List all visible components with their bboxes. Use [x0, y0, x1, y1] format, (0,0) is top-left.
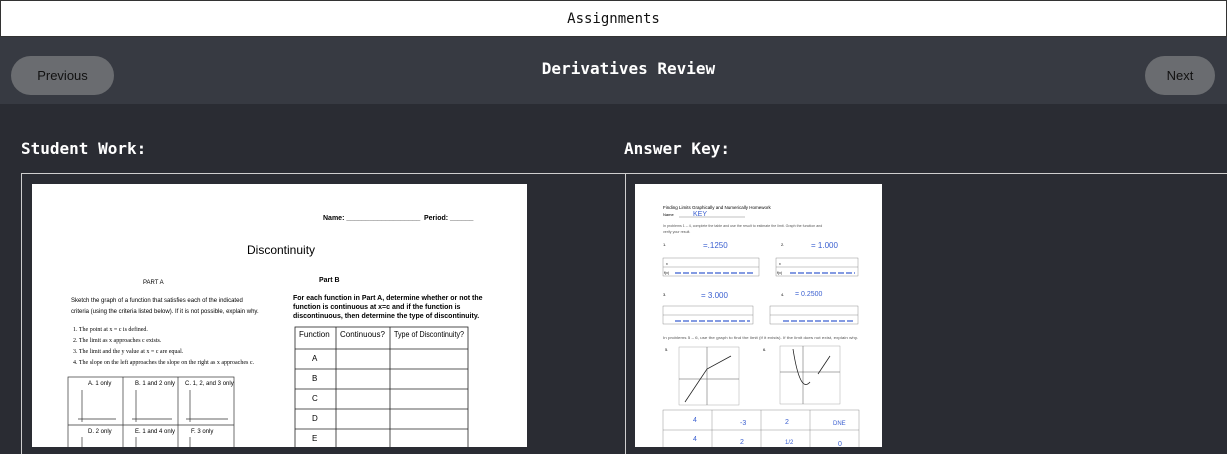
table-header-type: Type of Discontinuity?: [394, 330, 465, 339]
limit-answer-4: DNE: [833, 421, 846, 427]
part-b-instructions-1: For each function in Part A, determine whether or not the: [293, 295, 483, 302]
window-title: Assignments: [567, 10, 660, 27]
graph-label-e: E. 1 and 4 only: [135, 429, 176, 435]
table-header-function: Function: [299, 330, 330, 339]
worksheet-title: Discontinuity: [247, 243, 316, 257]
header-bar: [0, 37, 1227, 104]
problem-5-number: 5.: [665, 347, 669, 352]
limit-answer-6: 2: [740, 439, 744, 446]
answer-3: = 3.000: [701, 291, 728, 300]
table-1-x: x: [666, 262, 668, 266]
graph-label-a: A. 1 only: [88, 381, 112, 387]
answer-4: = 0.2500: [795, 291, 823, 298]
criteria-3: 3. The limit and the y value at x = c are equal.: [73, 349, 184, 355]
answer-key-label: Answer Key:: [624, 139, 730, 158]
part-b-heading: Part B: [319, 277, 340, 284]
answer-1: =.1250: [703, 241, 728, 250]
key-name-value: KEY: [693, 211, 708, 218]
graph-6: [780, 346, 840, 404]
discontinuity-table: [295, 327, 468, 447]
criteria-1: 1. The point at x = c is defined.: [73, 327, 148, 333]
graph-label-b: B. 1 and 2 only: [135, 381, 176, 387]
key-intro-1: In problems 1 – 4, complete the table and use the result to estimate the limit. Graph the function and: [663, 224, 823, 228]
part-b-instructions-3: discontinuous, then determine the type of discontinuity.: [293, 313, 480, 320]
answer-key-document[interactable]: [635, 184, 882, 447]
page-title: Derivatives Review: [541, 59, 716, 78]
graph-label-d: D. 2 only: [88, 429, 112, 435]
problem-6-number: 6.: [763, 347, 767, 352]
previous-button[interactable]: Previous: [11, 56, 114, 95]
key-name-label: Name: [663, 212, 674, 217]
key-intro-2: verify your result.: [663, 230, 691, 234]
part-b-instructions-2: function is continuous at x=c and if the function is: [293, 304, 461, 311]
key-title: Finding Limits Graphically and Numerically Homework: [663, 205, 771, 210]
limit-answer-7: 1/2: [785, 440, 794, 446]
part-a-heading: PART A: [143, 280, 164, 286]
answer-key-worksheet: [635, 184, 882, 447]
student-work-label: Student Work:: [21, 139, 147, 158]
criteria-4: 4. The slope on the left approaches the slope on the right as x approaches c.: [73, 360, 254, 366]
limit-answer-5: 4: [693, 436, 697, 443]
next-button[interactable]: Next: [1145, 56, 1215, 95]
table-2-x: x: [779, 262, 781, 266]
graph-intro: In problems 5 – 6, use the graph to find the limit (if it exists). If the limit does not exist, explain why.: [663, 336, 858, 340]
table-row-a: A: [312, 354, 318, 363]
period-line: Period: ______: [424, 215, 474, 222]
table-row-c: C: [312, 394, 318, 403]
table-1-fx: f(x): [664, 271, 670, 275]
limit-answer-2: -3: [740, 420, 747, 427]
table-header-continuous: Continuous?: [340, 330, 385, 339]
graph-label-f: F. 3 only: [191, 429, 214, 435]
problem-1-number: 1.: [663, 242, 667, 247]
student-work-document[interactable]: [32, 184, 527, 447]
part-a-instructions-1: Sketch the graph of a function that satisfies each of the indicated: [71, 298, 243, 304]
part-a-instructions-2: criteria (using the criteria listed below). If it is not possible, explain why.: [71, 309, 259, 315]
name-line: Name: ___________________: [323, 215, 421, 222]
limit-answer-8: 0: [838, 441, 842, 447]
problem-4-number: 4.: [781, 292, 785, 297]
sketch-graph-grid: [68, 377, 234, 447]
graph-label-c: C. 1, 2, and 3 only: [185, 381, 234, 387]
answer-2: = 1.000: [811, 241, 838, 250]
table-row-b: B: [312, 374, 318, 383]
table-row-e: E: [312, 434, 318, 443]
window-title-bar: [0, 0, 1227, 37]
problem-2-number: 2.: [781, 242, 785, 247]
criteria-2: 2. The limit as x approaches c exists.: [73, 338, 162, 344]
table-2-fx: f(x): [777, 271, 783, 275]
limit-answer-1: 4: [693, 417, 697, 424]
problem-3-number: 3.: [663, 292, 667, 297]
limit-answer-3: 2: [785, 419, 789, 426]
table-row-d: D: [312, 414, 318, 423]
graph-5: [679, 347, 739, 405]
student-worksheet: [32, 184, 527, 447]
